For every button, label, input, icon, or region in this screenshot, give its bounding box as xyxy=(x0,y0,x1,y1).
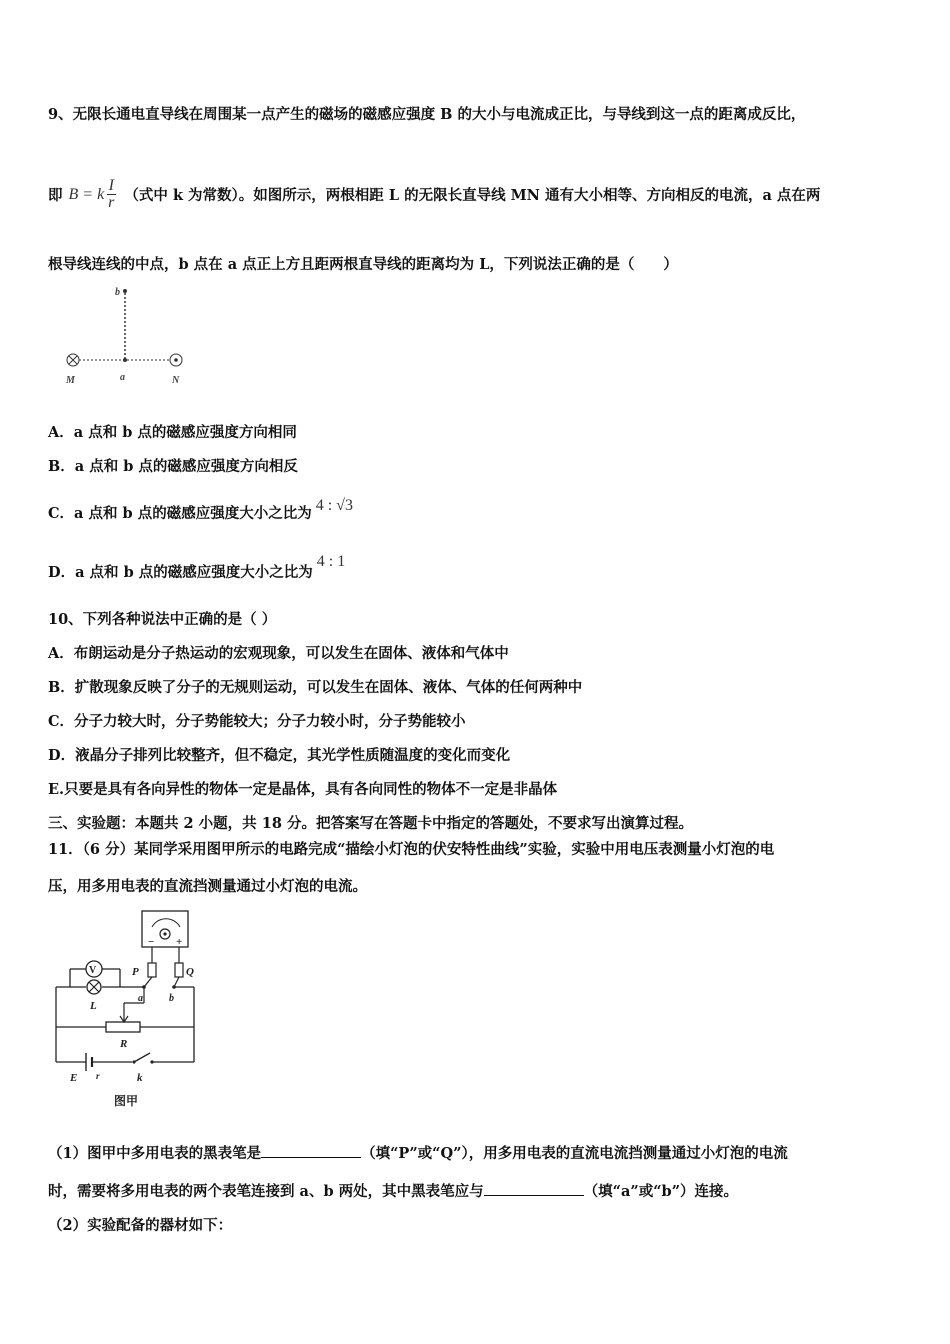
q9-option-d-text: D．a 点和 b 点的磁感应强度大小之比为 xyxy=(48,564,313,581)
label-r: r xyxy=(96,1071,100,1081)
fig9-label-b: b xyxy=(115,287,120,298)
q9-option-d xyxy=(48,553,345,582)
q10-option-a: A．布朗运动是分子热运动的宏观现象，可以发生在固体、液体和气体中 xyxy=(48,645,509,662)
point-a xyxy=(123,358,127,362)
q10-option-b: B．扩散现象反映了分子的无规则运动，可以发生在固体、液体、气体的任何两种中 xyxy=(48,679,583,696)
current-into-page-icon xyxy=(67,354,79,366)
q11-part1-line2-post: （填“a”或“b”）连接。 xyxy=(583,1183,739,1200)
multimeter-icon xyxy=(142,911,188,948)
q11-part1-post: （填“P”或“Q”），用多用电表的直流电流挡测量通过小灯泡的电流 xyxy=(361,1145,788,1162)
q9-option-b: B．a 点和 b 点的磁感应强度方向相反 xyxy=(48,458,298,475)
formula-fraction xyxy=(106,178,116,211)
probe-q xyxy=(175,963,183,977)
q9-stem-line1: 9、无限长通电直导线在周围某一点产生的磁场的磁感应强度 B 的大小与电流成正比，与导线到这一点的距离成反比， xyxy=(48,106,806,123)
q9-line2-pre: 即 xyxy=(48,187,63,204)
label-b: b xyxy=(169,993,174,1004)
current-out-of-page-icon xyxy=(170,354,182,366)
q10-option-c: C．分子力较大时，分子势能较大；分子力较小时，分子势能较小 xyxy=(48,713,466,730)
switch-icon xyxy=(132,1053,153,1064)
lamp-icon xyxy=(87,980,101,994)
q10-stem: 10、下列各种说法中正确的是（ ） xyxy=(48,611,277,628)
label-p: P xyxy=(132,966,139,978)
q9-stem-line2 xyxy=(48,178,820,211)
section3-heading: 三、实验题：本题共 2 小题，共 18 分。把答案写在答题卡中指定的答题处，不要求写出演算过程。 xyxy=(48,815,693,832)
fig9-label-n: N xyxy=(172,375,180,386)
answer-blank-pen[interactable] xyxy=(261,1143,361,1158)
fig9-label-m: M xyxy=(66,375,75,386)
q11-part1-pre: （1）图甲中多用电表的黑表笔是 xyxy=(48,1145,262,1162)
q11-stem-line2: 压，用多用电表的直流挡测量通过小灯泡的电流。 xyxy=(48,878,367,895)
meter-minus: − xyxy=(148,936,155,948)
probe-p xyxy=(148,963,156,977)
voltmeter-icon xyxy=(86,961,102,977)
q10-option-e: E.只要是具有各向异性的物体一定是晶体，具有各向同性的物体不一定是非晶体 xyxy=(48,781,558,798)
q9-option-a: A．a 点和 b 点的磁感应强度方向相同 xyxy=(48,424,297,441)
q9-option-d-math: 4 : 1 xyxy=(316,553,346,570)
label-k: k xyxy=(137,1072,143,1084)
battery-icon xyxy=(86,1053,92,1071)
q9-option-c-math: 4 : √3 xyxy=(315,497,353,514)
q10-option-d: D．液晶分子排列比较整齐，但不稳定，其光学性质随温度的变化而变化 xyxy=(48,747,511,764)
label-e: E xyxy=(70,1072,78,1084)
q9-line2-post: （式中 k 为常数）。如图所示，两根相距 L 的无限长直导线 MN 通有大小相等、方向相反的电流，a 点在两 xyxy=(124,187,821,204)
q11-part1-line1 xyxy=(48,1142,788,1163)
answer-blank-terminal[interactable] xyxy=(484,1181,584,1196)
label-l: L xyxy=(90,1000,97,1012)
q9-stem-line3: 根导线连线的中点，b 点在 a 点正上方且距两根直导线的距离均为 L，下列说法正确的是（ ） xyxy=(48,256,678,273)
label-a: a xyxy=(138,993,143,1004)
formula-lhs: B = k xyxy=(68,185,105,203)
label-v: V xyxy=(89,965,97,976)
label-r-upper: R xyxy=(120,1038,128,1050)
meter-plus: + xyxy=(176,936,183,948)
point-b xyxy=(123,289,127,293)
fig9-label-a: a xyxy=(120,372,125,383)
formula-numerator: I xyxy=(108,177,114,194)
formula-denominator: r xyxy=(108,194,115,211)
q9-figure xyxy=(58,282,198,392)
q11-circuit-figure xyxy=(48,905,208,1110)
q9-option-c xyxy=(48,497,353,523)
q11-stem-line1: 11．（6 分）某同学采用图甲所示的电路完成“描绘小灯泡的伏安特性曲线”实验，实验中用电压表测量小灯泡的电 xyxy=(48,841,775,858)
q11-part1-line2-pre: 时，需要将多用电表的两个表笔连接到 a、b 两处，其中黑表笔应与 xyxy=(48,1183,484,1200)
label-q: Q xyxy=(186,966,194,978)
q11-part2: （2）实验配备的器材如下： xyxy=(48,1217,233,1234)
q11-part1-line2 xyxy=(48,1180,738,1201)
q9-option-c-text: C．a 点和 b 点的磁感应强度大小之比为 xyxy=(48,505,312,522)
figure-caption: 图甲 xyxy=(114,1094,139,1108)
